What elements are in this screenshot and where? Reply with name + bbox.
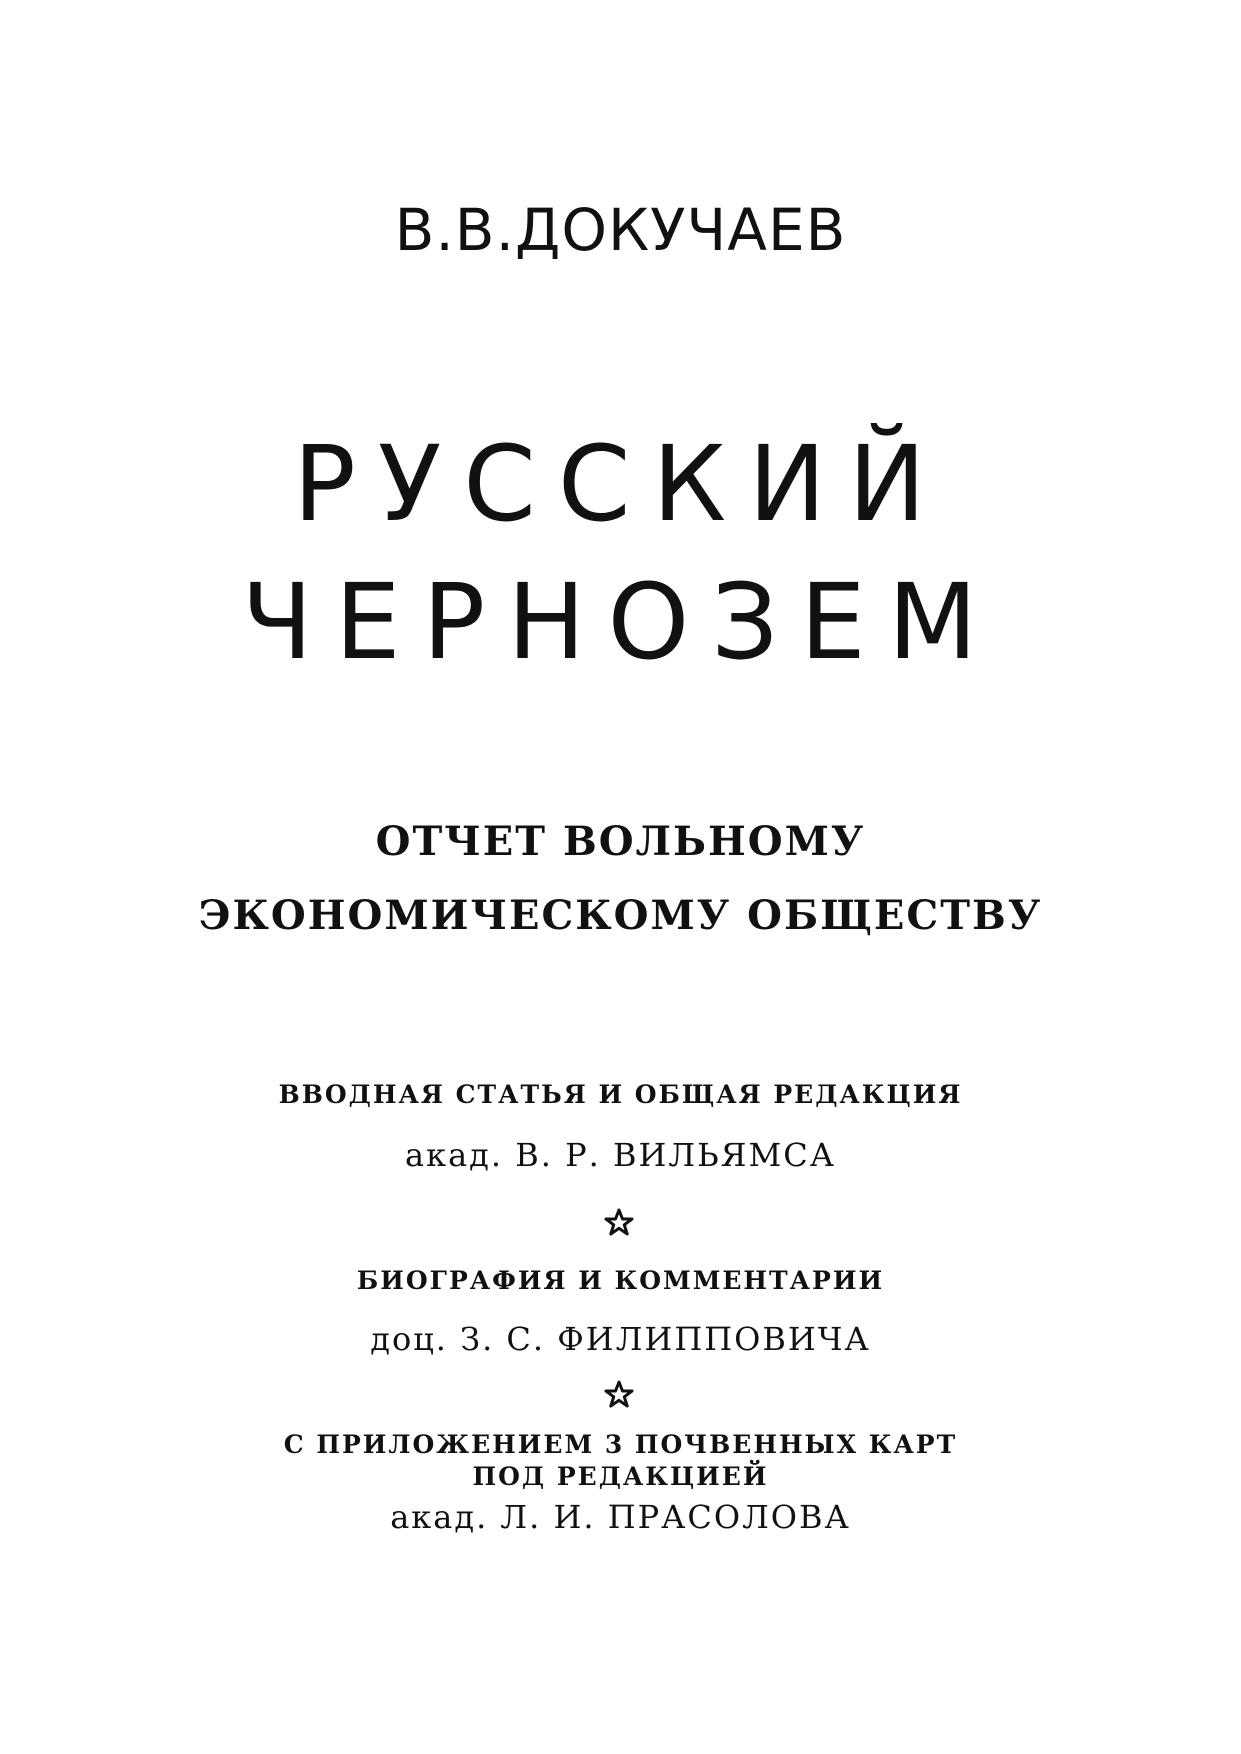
maps-heading: С ПРИЛОЖЕНИЕМ 3 ПОЧВЕННЫХ КАРТ	[283, 1430, 958, 1459]
star-icon	[604, 1380, 634, 1410]
book-title-line-2: ЧЕРНОЗЕМ	[241, 561, 1000, 683]
biography-heading: БИОГРАФИЯ И КОММЕНТАРИИ	[356, 1266, 885, 1295]
book-title-line-1: РУССКИЙ	[293, 423, 948, 545]
maps-editor-heading: ПОД РЕДАКЦИЕЙ	[472, 1462, 769, 1491]
introduction-editor: акад. В. Р. ВИЛЬЯМСА	[405, 1136, 836, 1174]
subtitle-line-2: ЭКОНОМИЧЕСКОМУ ОБЩЕСТВУ	[198, 892, 1043, 939]
subtitle-line-1: ОТЧЕТ ВОЛЬНОМУ	[375, 818, 866, 865]
biography-author: доц. З. С. ФИЛИППОВИЧА	[370, 1320, 871, 1358]
star-icon	[604, 1208, 634, 1238]
author-name: В.В.ДОКУЧАЕВ	[394, 196, 847, 264]
introduction-heading: ВВОДНАЯ СТАТЬЯ И ОБЩАЯ РЕДАКЦИЯ	[278, 1080, 963, 1109]
maps-editor: акад. Л. И. ПРАСОЛОВА	[390, 1498, 851, 1536]
